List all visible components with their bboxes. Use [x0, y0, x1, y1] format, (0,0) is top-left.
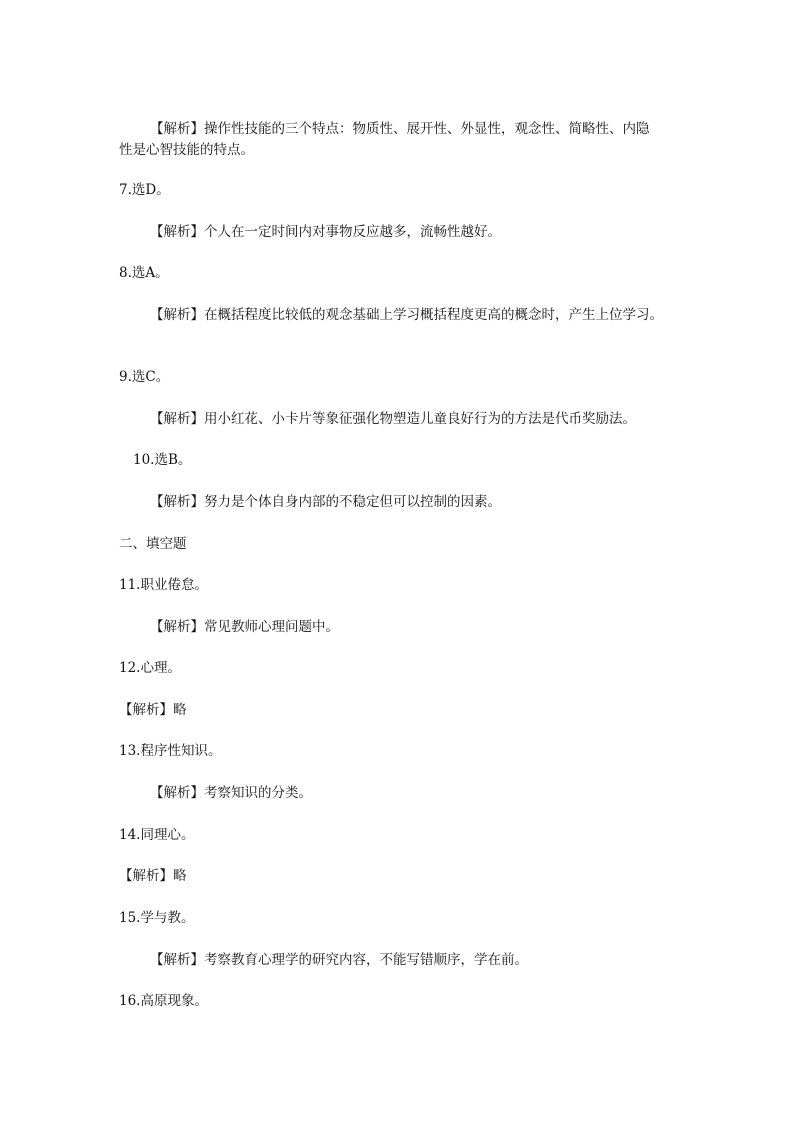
analysis-line: 【解析】用小红花、小卡片等象征强化物塑造儿童良好行为的方法是代币奖励法。 [150, 411, 636, 427]
analysis-line-continued: 性是心智技能的特点。 [119, 142, 254, 158]
answer-line: 11.职业倦怠。 [119, 577, 208, 593]
analysis-line: 【解析】考察知识的分类。 [150, 785, 312, 801]
answer-line: 12.心理。 [119, 660, 181, 676]
answer-line: 9.选C。 [119, 369, 170, 385]
analysis-line: 【解析】操作性技能的三个特点：物质性、展开性、外显性，观念性、简略性、内隐 [150, 121, 650, 137]
analysis-line: 【解析】在概括程度比较低的观念基础上学习概括程度更高的概念时，产生上位学习。 [150, 307, 663, 323]
answer-line: 7.选D。 [119, 182, 170, 198]
analysis-line: 【解析】考察教育心理学的研究内容，不能写错顺序，学在前。 [150, 952, 528, 968]
answer-line: 16.高原现象。 [119, 993, 208, 1009]
answer-line: 13.程序性知识。 [119, 743, 222, 759]
analysis-line: 【解析】努力是个体自身内部的不稳定但可以控制的因素。 [150, 494, 501, 510]
answer-line: 10.选B。 [133, 452, 192, 468]
section-heading: 二、填空题 [119, 536, 187, 552]
analysis-line: 【解析】略 [119, 702, 187, 718]
answer-line: 14.同理心。 [119, 827, 195, 843]
analysis-line: 【解析】个人在一定时间内对事物反应越多，流畅性越好。 [150, 224, 501, 240]
answer-line: 15.学与教。 [119, 910, 195, 926]
answer-line: 8.选A。 [119, 265, 169, 281]
analysis-line: 【解析】常见教师心理问题中。 [150, 619, 339, 635]
analysis-line: 【解析】略 [119, 868, 187, 884]
